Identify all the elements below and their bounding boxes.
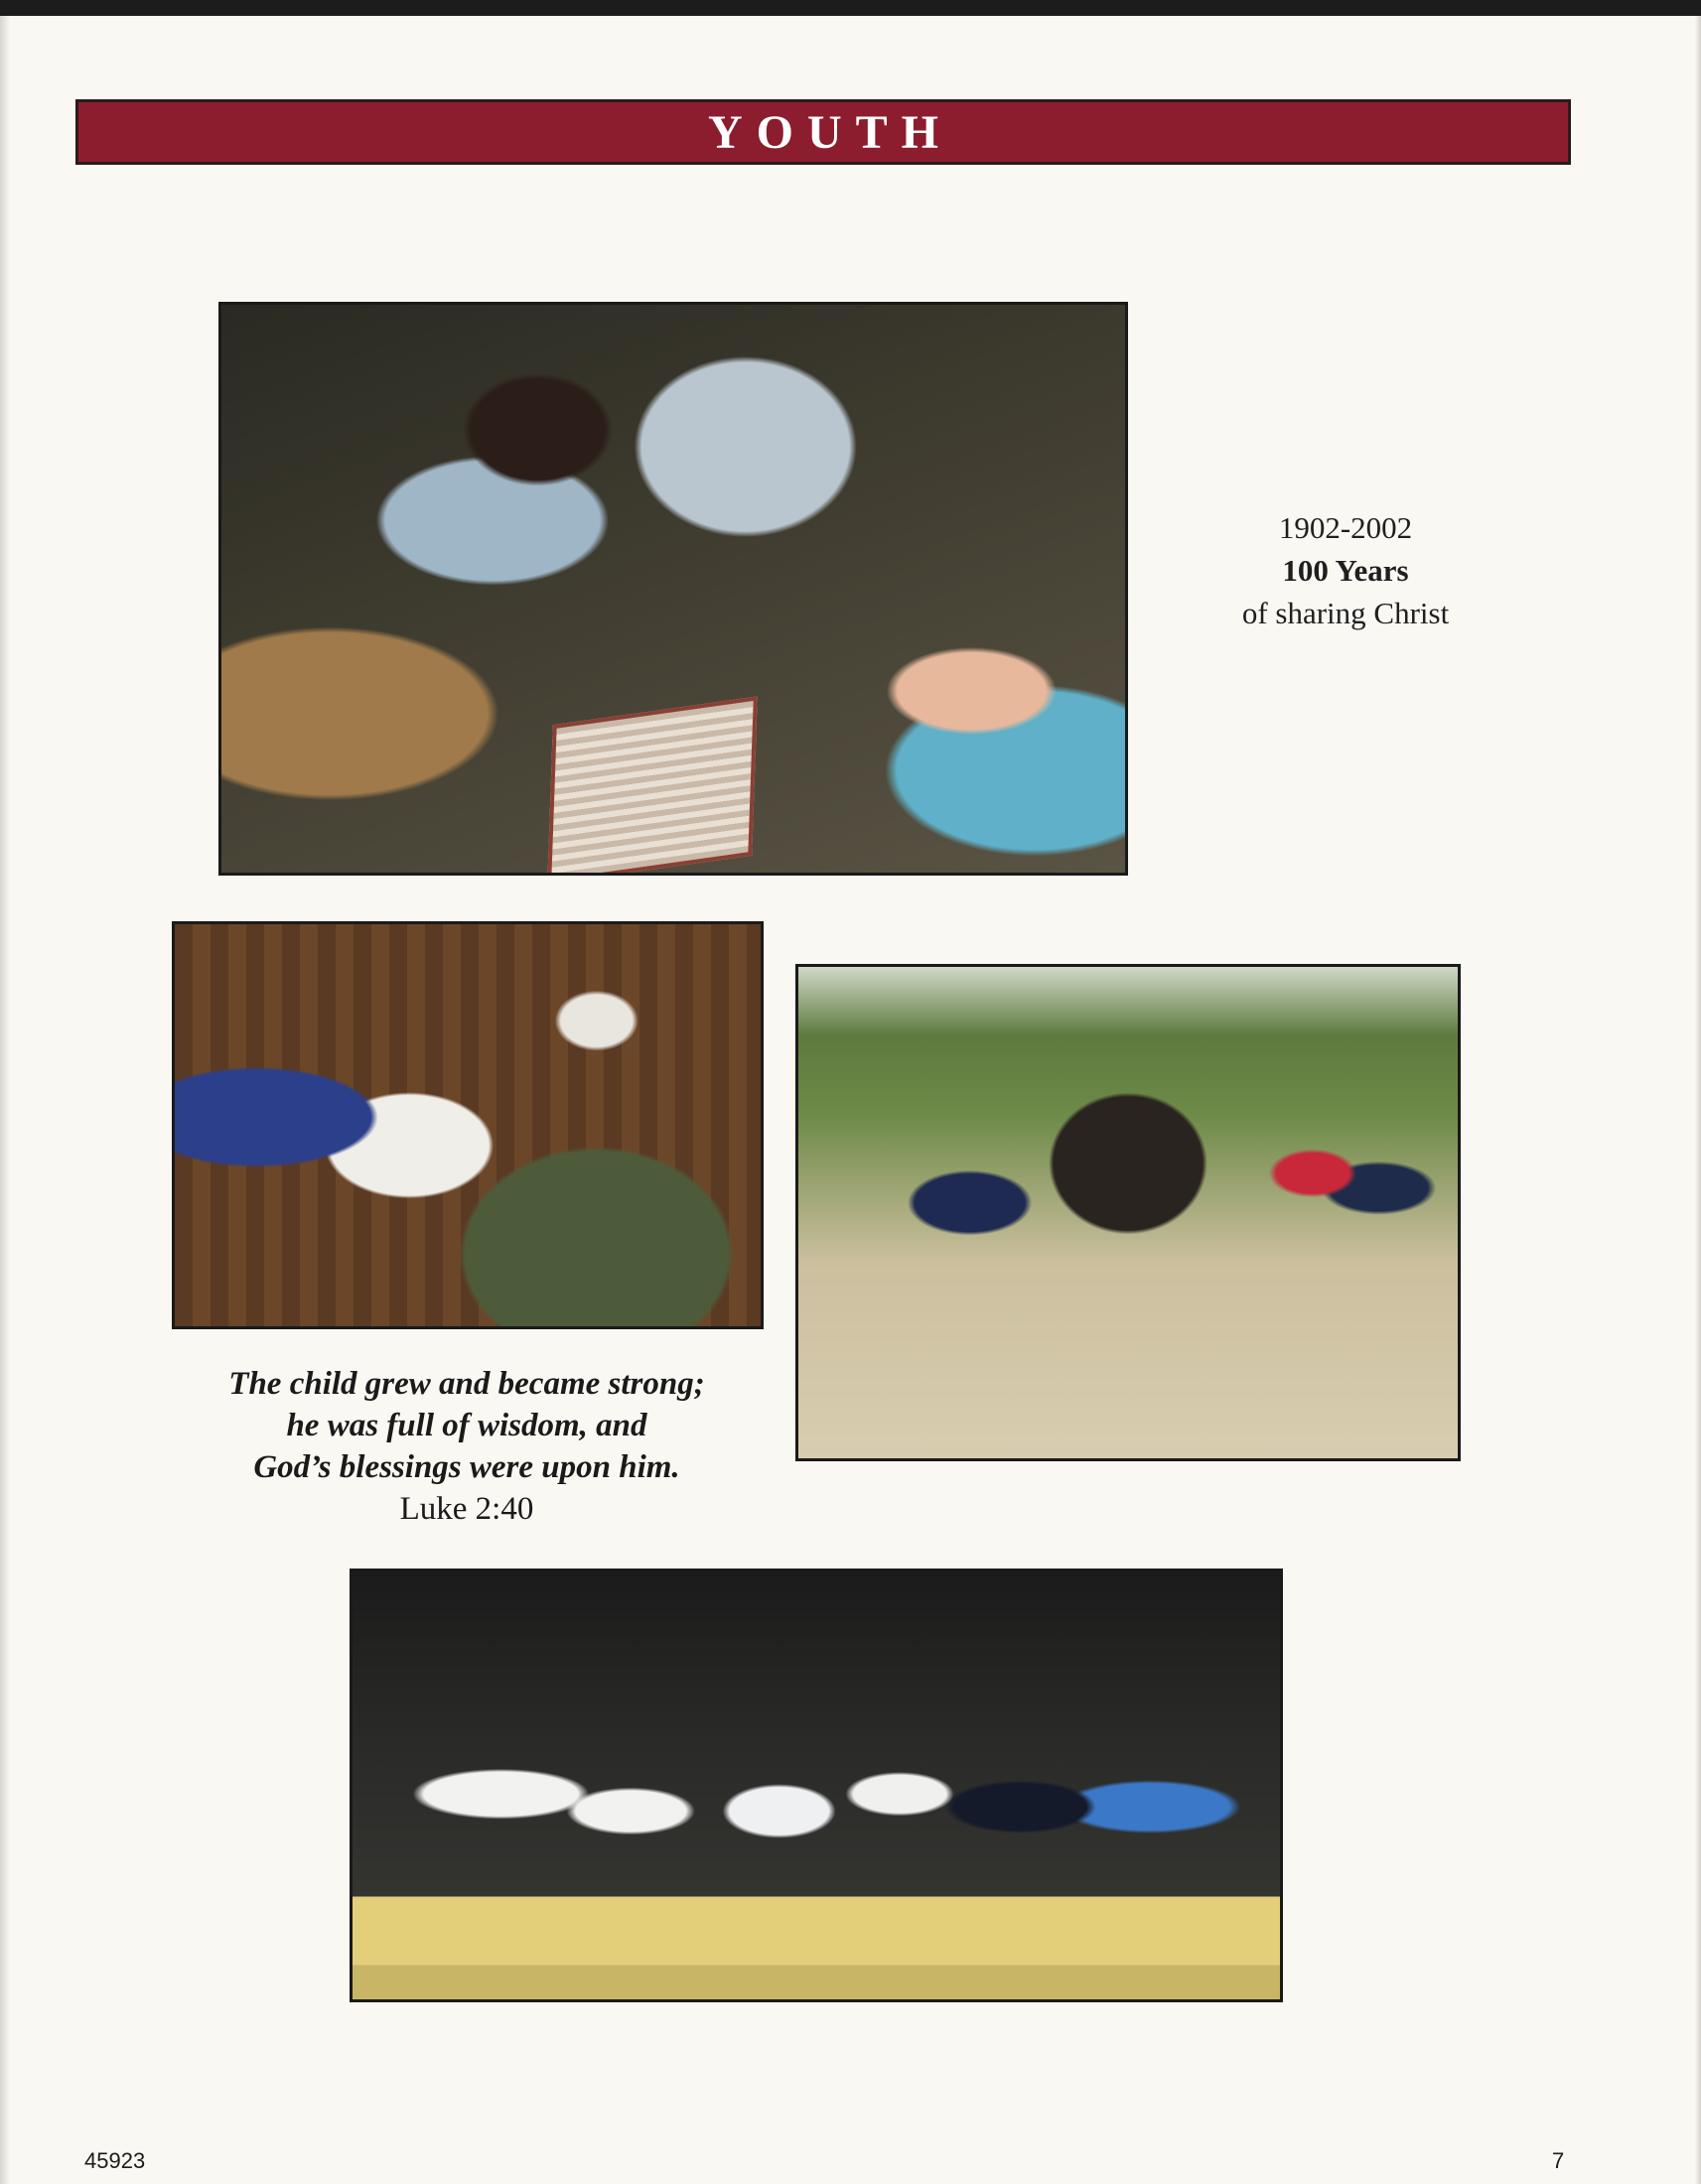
anniversary-years: 1902-2002: [1278, 510, 1413, 545]
anniversary-caption: [1172, 506, 1519, 634]
verse-reference: Luke 2:40: [399, 1491, 534, 1527]
scan-edge-top: [0, 0, 1701, 16]
photo-kitchen-crockpots: [350, 1569, 1283, 2002]
anniversary-headline: 100 Years: [1282, 553, 1409, 588]
anniversary-tagline: of sharing Christ: [1241, 596, 1450, 630]
verse-line: he was full of wisdom, and: [286, 1408, 647, 1443]
scan-edge-right: [1695, 16, 1701, 2184]
scan-edge-left: [0, 16, 10, 2184]
photo-group-at-car: [795, 964, 1461, 1461]
section-title: YOUTH: [707, 105, 952, 159]
section-banner: [75, 99, 1571, 165]
footer-code: 45923: [84, 2148, 146, 2173]
verse-line: God’s blessings were upon him.: [253, 1449, 680, 1485]
page-number: 7: [1552, 2148, 1565, 2173]
photo-three-boys: [172, 921, 764, 1329]
photo-scrabble-game: [218, 302, 1128, 876]
scrabble-board: [547, 696, 758, 876]
verse-line: The child grew and became strong;: [228, 1366, 705, 1402]
bible-verse: [119, 1363, 814, 1530]
